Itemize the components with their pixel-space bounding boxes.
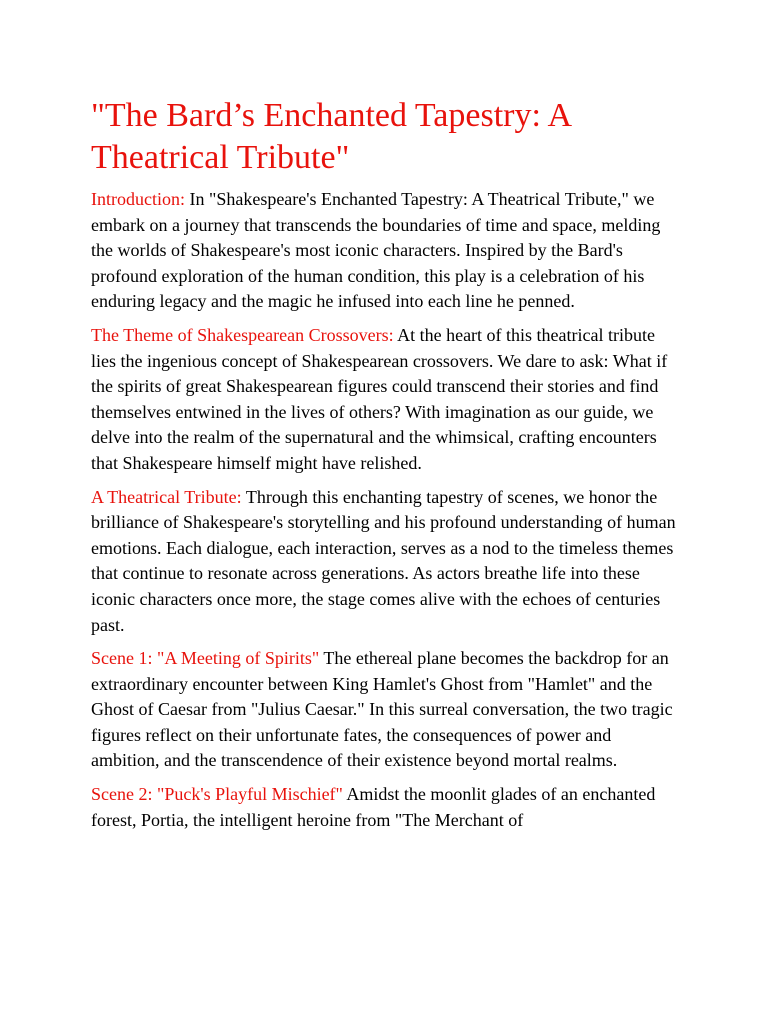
- section-body: In "Shakespeare's Enchanted Tapestry: A Theatrical Tribute," we embark on a journey that transcends the boundaries of time and space, melding the worlds of Shakespeare's most iconic characters. Inspired by the Bard's profound exploration of the human condition, this play is a celebration of his enduring legacy and the magic he infused into each line he penned.: [91, 189, 661, 312]
- section-body: Amidst the moonlit glades of an enchanted forest, Portia, the intelligent heroine from "The Merchant of: [91, 784, 656, 830]
- section-body: The ethereal plane becomes the backdrop for an extraordinary encounter between King Hamlet's Ghost from "Hamlet" and the Ghost of Caesar from "Julius Caesar." In this surreal conversation, the two tragic figures reflect on their unfortunate fates, the consequences of power and ambition, and the transcendence of their existence beyond mortal realms.: [91, 648, 673, 771]
- section-lead: The Theme of Shakespearean Crossovers:: [91, 324, 394, 345]
- section-scene-1: [91, 646, 681, 774]
- section-scene-2: [91, 782, 681, 833]
- section-body: Through this enchanting tapestry of scenes, we honor the brilliance of Shakespeare's storytelling and his profound understanding of human emotions. Each dialogue, each interaction, serves as a nod to the timeless themes that continue to resonate across generations. As actors breathe life into these iconic characters once more, the stage comes alive with the echoes of centuries past.: [91, 486, 676, 635]
- section-lead: Introduction:: [91, 189, 185, 209]
- document-page: [91, 95, 681, 841]
- section-introduction: [91, 187, 681, 315]
- section-lead: Scene 1: "A Meeting of Spirits": [91, 648, 320, 669]
- section-theme: [91, 323, 681, 477]
- section-lead: A Theatrical Tribute:: [91, 486, 242, 507]
- document-title: "The Bard’s Enchanted Tapestry: A Theatrical Tribute": [91, 97, 571, 176]
- section-body: At the heart of this theatrical tribute lies the ingenious concept of Shakespearean crossovers. We dare to ask: What if the spirits of great Shakespearean figures could transcend their stories and find themselves entwined in the lives of others? With imagination as our guide, we delve into the realm of the supernatural and the whimsical, crafting encounters that Shakespeare himself might have relished.: [91, 324, 668, 473]
- section-lead: Scene 2: "Puck's Playful Mischief": [91, 784, 343, 805]
- section-tribute: [91, 485, 681, 639]
